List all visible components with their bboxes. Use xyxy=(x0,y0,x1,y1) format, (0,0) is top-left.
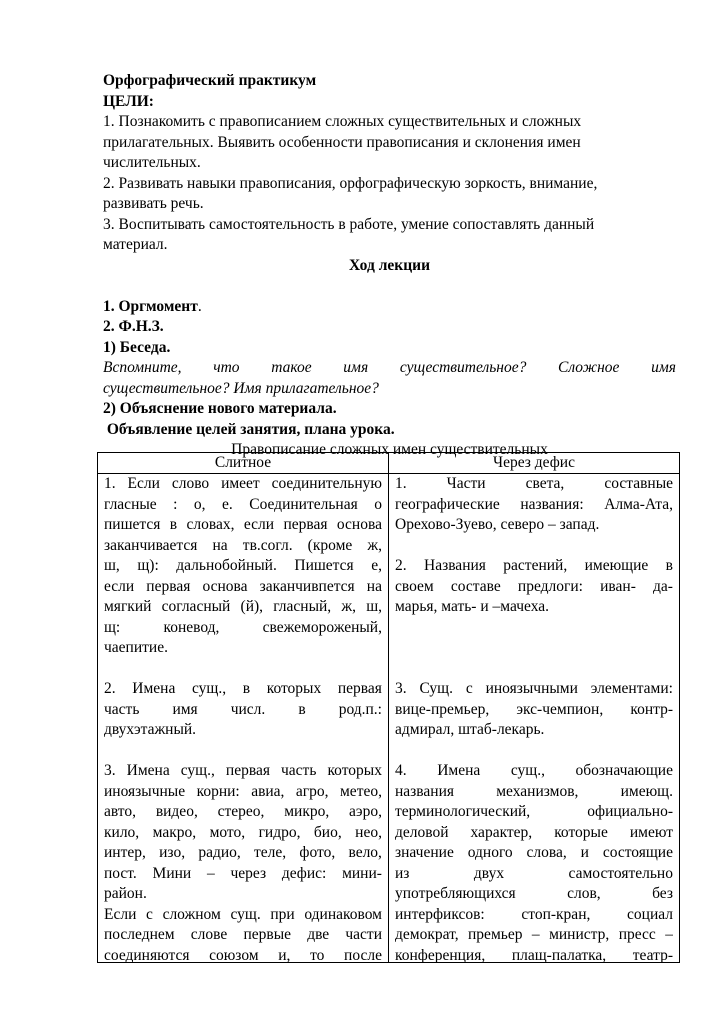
cell-word: с xyxy=(465,680,473,697)
section-new-material: 2) Объяснение нового материала. xyxy=(103,400,337,417)
cell-line xyxy=(104,679,382,700)
table-row xyxy=(98,474,680,963)
cell-word: (й), xyxy=(240,598,264,615)
cell-line xyxy=(104,864,382,885)
cell-word: тв.согл. xyxy=(242,536,293,554)
cell-line xyxy=(395,884,673,905)
cell-word: пост. xyxy=(104,864,137,882)
cell-spacer xyxy=(104,659,382,680)
cell-word: вице-премьер, xyxy=(395,700,490,718)
cell-line xyxy=(395,495,673,516)
cell-word: основа xyxy=(336,516,382,533)
cell-line: двухэтажный. xyxy=(104,721,197,738)
question-word: Сложное xyxy=(558,359,620,376)
cell-word: словах, xyxy=(186,516,235,533)
cell-word: теле, xyxy=(254,844,287,861)
cell-line xyxy=(395,679,673,700)
cell-word: соединяются xyxy=(104,946,190,962)
cell-word: Названия xyxy=(424,557,486,574)
cell-word: с xyxy=(146,905,153,923)
cell-word: – xyxy=(665,926,673,943)
cell-word: род.п.: xyxy=(338,700,382,718)
cell-word: дальнобойный. xyxy=(176,557,277,574)
column-header-hyphen: Через дефис xyxy=(389,453,680,474)
cell-line xyxy=(104,925,382,946)
cell-word: сущ. xyxy=(230,905,261,923)
cell-word: в xyxy=(169,516,178,533)
cell-word: интер, xyxy=(104,844,146,861)
question-word: существительное? xyxy=(399,359,527,376)
cell-word: через xyxy=(230,864,267,882)
goals-line: 2. Развивать навыки правописания, орфографическую зоркость, внимание, xyxy=(103,174,598,192)
cell-word: имеют xyxy=(629,823,673,841)
cell-text-hyphen xyxy=(395,474,673,962)
cell-word: Алма-Ата, xyxy=(604,495,673,513)
section-orgmoment xyxy=(103,297,676,318)
cell-word: радио, xyxy=(198,844,241,861)
cell-word: в xyxy=(242,680,251,697)
cell-line xyxy=(104,823,382,844)
cell-word: числ. xyxy=(230,700,266,718)
goals-line: 3. Воспитывать самостоятельность в работе, умение сопоставлять данный xyxy=(103,215,595,233)
goals-list xyxy=(103,112,676,256)
cell-line xyxy=(395,864,673,885)
cell-word: характер, xyxy=(470,823,533,841)
cell-word: слово xyxy=(171,475,210,492)
cell-word: в xyxy=(298,700,306,718)
cell-word: 1. xyxy=(395,475,407,492)
cell-word: иноязычные xyxy=(104,782,186,800)
table-cell-hyphen xyxy=(389,474,680,963)
cell-word: деловой xyxy=(395,823,449,841)
cell-word: Части xyxy=(446,475,486,492)
cell-word: видео, xyxy=(155,803,198,820)
cell-word: вело, xyxy=(348,844,382,861)
cell-word: экс-чемпион, xyxy=(516,700,604,718)
cell-word: которых xyxy=(327,762,382,779)
question-line: существительное? Имя прилагательное? xyxy=(103,379,379,397)
section-orgmoment-dot: . xyxy=(197,297,202,315)
cell-word: заканчивпется xyxy=(259,577,355,595)
cell-line xyxy=(395,556,673,577)
cell-word: Если xyxy=(127,475,160,492)
lecture-heading: Ход лекции xyxy=(348,256,431,274)
spacer xyxy=(103,276,676,297)
cell-line xyxy=(104,782,382,803)
cell-word: из xyxy=(395,864,410,882)
goals-line: материал. xyxy=(103,236,168,253)
cell-word: 3. xyxy=(395,680,407,697)
cell-word: плащ-палатка, xyxy=(511,946,607,962)
cell-word: – xyxy=(206,864,215,882)
cell-word: имя xyxy=(172,700,198,718)
cell-line xyxy=(395,823,673,844)
cell-line xyxy=(104,515,382,536)
cell-line xyxy=(395,782,673,803)
cell-line: район. xyxy=(104,885,147,902)
cell-line xyxy=(104,474,382,495)
cell-word: свежемороженый, xyxy=(262,618,382,636)
cell-word: о xyxy=(374,495,382,513)
cell-word: своем xyxy=(395,577,434,595)
cell-word: ш, xyxy=(366,598,382,615)
cell-spacer xyxy=(395,618,673,639)
cell-line xyxy=(395,905,673,926)
cell-word: первая xyxy=(337,680,382,697)
cell-word: аэро, xyxy=(349,803,382,820)
cell-word: которые xyxy=(554,823,608,841)
cell-word: конференция, xyxy=(395,946,486,962)
cell-word: слове xyxy=(190,926,228,943)
cell-word: кило, xyxy=(104,823,140,841)
document-body xyxy=(103,71,676,461)
cell-word: состоящие xyxy=(602,844,673,861)
cell-word: Если xyxy=(104,905,137,923)
cell-word: гидро, xyxy=(258,823,301,841)
cell-line xyxy=(104,556,382,577)
cell-word: Имена xyxy=(126,762,170,779)
cell-word: первая xyxy=(283,516,328,533)
cell-word: часть xyxy=(281,762,317,779)
goals-line: прилагательных. Выявить особенности правописания и склонения имен xyxy=(103,133,581,151)
cell-word: обозначающие xyxy=(575,762,673,779)
cell-word: корни: xyxy=(196,782,240,800)
cell-word: если xyxy=(104,577,135,595)
cell-line xyxy=(104,905,382,926)
cell-word: двух xyxy=(473,864,505,882)
section-goals-announcement: Объявление целей занятия, плана урока. xyxy=(103,420,395,438)
cell-line xyxy=(104,700,382,721)
goals-heading: ЦЕЛИ: xyxy=(103,92,154,110)
cell-word: (кроме xyxy=(307,536,353,554)
cell-line xyxy=(395,577,673,598)
goals-line: числительных. xyxy=(103,154,201,171)
cell-word: дефис: xyxy=(281,864,327,882)
cell-word: две xyxy=(307,926,330,943)
cell-line xyxy=(104,761,382,782)
cell-word: стоп-кран, xyxy=(521,905,591,923)
cell-line xyxy=(395,843,673,864)
cell-word: нео, xyxy=(355,823,382,841)
cell-word: 1. xyxy=(104,475,116,492)
cell-line xyxy=(395,925,673,946)
cell-word: официально- xyxy=(587,803,673,820)
cell-line xyxy=(395,802,673,823)
cell-word: Пишется xyxy=(294,557,354,574)
cell-word: географические xyxy=(395,495,500,513)
cell-word: 2. xyxy=(104,680,116,697)
cell-word: ж, xyxy=(367,536,382,554)
cell-word: сущ., xyxy=(180,762,215,779)
question-word: такое xyxy=(271,359,312,376)
section-orgmoment-label: 1. Оргмомент xyxy=(103,297,198,315)
spelling-table xyxy=(97,452,680,963)
cell-word: сложном xyxy=(162,905,221,923)
cell-word: одного xyxy=(467,844,513,861)
cell-word: названия: xyxy=(520,495,584,513)
cell-line xyxy=(104,946,382,963)
cell-spacer xyxy=(395,741,673,762)
cell-line xyxy=(395,761,673,782)
cell-word: контр- xyxy=(630,700,673,718)
cell-word: е, xyxy=(371,557,382,574)
cell-word: изо, xyxy=(159,844,186,861)
table-header-row xyxy=(98,453,680,474)
cell-word: в xyxy=(665,557,673,574)
goals-line: 1. Познакомить с правописанием сложных существительных и сложных xyxy=(103,113,582,130)
cell-word: если xyxy=(243,516,275,533)
cell-word: части xyxy=(345,926,382,943)
cell-word: авиа, xyxy=(251,782,285,800)
cell-word: щ: xyxy=(104,618,121,636)
cell-word: мини- xyxy=(342,864,382,882)
cell-word: : xyxy=(173,495,178,513)
cell-word: употребляющихся xyxy=(395,885,516,902)
cell-word: щ): xyxy=(137,557,159,574)
cell-line xyxy=(104,597,382,618)
cell-word: агро, xyxy=(295,782,329,800)
cell-word: и, xyxy=(278,946,291,962)
cell-word: значение xyxy=(395,844,454,861)
cell-word: одинаковом xyxy=(304,905,382,923)
cell-word: предлоги: xyxy=(517,577,583,595)
cell-word: последнем xyxy=(104,926,175,943)
cell-line: адмирал, штаб-лекарь. xyxy=(395,721,545,738)
cell-line xyxy=(395,474,673,495)
cell-word: иноязычными xyxy=(485,680,578,697)
cell-word: на xyxy=(212,536,228,554)
cell-word: основа xyxy=(202,577,248,595)
cell-word: метео, xyxy=(340,782,382,800)
cell-line: Орехово-Зуево, северо – запад. xyxy=(395,516,600,533)
cell-word: Имена xyxy=(132,680,176,697)
cell-word: Сущ. xyxy=(419,680,453,697)
cell-word: элементами: xyxy=(590,680,673,697)
cell-word: первая xyxy=(225,762,270,779)
cell-word: иван- xyxy=(600,577,636,595)
cell-word: пресс xyxy=(618,926,656,943)
cell-word: которых xyxy=(266,680,322,697)
cell-word: слов, xyxy=(567,885,601,902)
cell-word: театр- xyxy=(632,946,673,962)
cell-line xyxy=(104,577,382,598)
cell-word: макро, xyxy=(152,823,197,841)
cell-word: первая xyxy=(146,577,191,595)
cell-spacer xyxy=(395,659,673,680)
table-cell-solid xyxy=(98,474,389,963)
cell-word: био, xyxy=(313,823,342,841)
cell-word: соединительную xyxy=(271,475,382,492)
cell-word: Мини xyxy=(152,864,192,882)
table-caption: Правописание сложных имен существительных xyxy=(231,441,548,458)
cell-word: мото, xyxy=(209,823,246,841)
cell-word: министр, xyxy=(549,926,610,943)
cell-word: заканчивается xyxy=(104,536,198,554)
cell-word: после xyxy=(344,946,382,962)
cell-word: Имена xyxy=(437,762,481,779)
cell-word: микро, xyxy=(284,803,330,820)
cell-line xyxy=(104,495,382,516)
cell-word: демократ, xyxy=(395,926,459,943)
cell-word: и xyxy=(580,844,589,861)
cell-word: согласный xyxy=(161,598,231,615)
cell-word: 4. xyxy=(395,762,407,779)
section-fnz: 2. Ф.Н.З. xyxy=(103,318,164,335)
cell-spacer xyxy=(395,638,673,659)
cell-word: механизмов, xyxy=(496,782,579,800)
cell-word: да- xyxy=(653,577,673,595)
cell-word: социал xyxy=(627,905,673,923)
cell-line xyxy=(104,843,382,864)
cell-word: составные xyxy=(604,475,673,492)
cell-word: терминологический, xyxy=(395,803,531,820)
cell-line: чаепитие. xyxy=(104,639,168,656)
cell-word: часть xyxy=(104,700,140,718)
cell-word: – xyxy=(531,926,540,943)
cell-word: коневод, xyxy=(163,618,220,636)
cell-word: гласные xyxy=(104,495,157,513)
cell-word: интерфиксов: xyxy=(395,905,485,923)
cell-word: при xyxy=(270,905,295,923)
cell-spacer xyxy=(104,741,382,762)
cell-word: без xyxy=(652,885,673,902)
cell-spacer xyxy=(395,536,673,557)
cell-word: растений, xyxy=(503,557,568,574)
cell-word: пишется xyxy=(104,516,161,533)
cell-word: ж, xyxy=(341,598,356,615)
question-word: имя xyxy=(651,359,676,376)
cell-line xyxy=(104,618,382,639)
cell-line: марья, мать- и –мачеха. xyxy=(395,598,549,615)
cell-word: союзом xyxy=(209,946,259,962)
cell-word: гласный, xyxy=(273,598,332,615)
cell-line xyxy=(104,802,382,823)
cell-word: 2. xyxy=(395,557,407,574)
cell-word: мягкий xyxy=(104,598,152,615)
cell-word: премьер xyxy=(468,926,523,943)
cell-word: авто, xyxy=(104,803,137,820)
cell-word: е. xyxy=(222,495,233,513)
question-word: Вспомните, xyxy=(103,359,182,376)
question-word: что xyxy=(213,359,240,376)
section-conversation: 1) Беседа. xyxy=(103,338,171,356)
question-word: имя xyxy=(343,359,369,376)
cell-word: сущ., xyxy=(191,680,227,697)
cell-word: первые xyxy=(243,926,291,943)
cell-word: имеющие xyxy=(584,557,649,574)
cell-word: Соединительная xyxy=(249,495,358,513)
cell-word: составе xyxy=(450,577,501,595)
cell-word: самостоятельно xyxy=(568,864,673,882)
cell-word: названия xyxy=(395,782,455,800)
cell-text-solid xyxy=(104,474,382,962)
cell-word: сущ., xyxy=(510,762,545,779)
cell-word: имеет xyxy=(221,475,260,492)
cell-word: имеющ. xyxy=(620,782,673,800)
column-header-solid: Слитное xyxy=(98,453,389,474)
cell-word: света, xyxy=(525,475,565,492)
cell-word: стерео, xyxy=(217,803,265,820)
question-line xyxy=(103,358,676,379)
cell-word: 3. xyxy=(104,762,116,779)
cell-word: то xyxy=(310,946,325,962)
cell-word: фото, xyxy=(299,844,336,861)
cell-word: слова, xyxy=(526,844,567,861)
cell-word: на xyxy=(366,577,382,595)
cell-line xyxy=(395,700,673,721)
goals-line: развивать речь. xyxy=(103,195,204,212)
cell-line xyxy=(395,946,673,963)
cell-word: о, xyxy=(193,495,206,513)
cell-word: ш, xyxy=(104,557,120,574)
document-title: Орфографический практикум xyxy=(103,72,317,89)
cell-line xyxy=(104,536,382,557)
